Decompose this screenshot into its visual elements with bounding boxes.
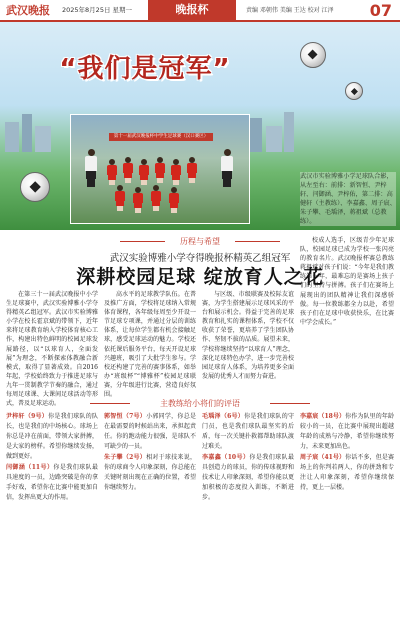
- article-column-4: [300, 236, 394, 394]
- comment-item: [6, 412, 98, 462]
- article-text: 高水平的足球教学队伍。在普及推广方面，学校将足球纳入常规体育课程，各年级每周至少开设一节足球专项课，并通过分层的训练体系，让每位学生都有机会接触足球，感受足球运动的魅力。学校还依托课后服务平台，每天开设足球兴趣班，吸引了大批学生参与。学校还构建了完善的赛事体系，如举办“班级杯”“博雅杯”校园足球联赛，分年级进行比赛，营造良好氛围。: [104, 291, 196, 399]
- comment-item: [300, 412, 394, 452]
- player-figure: [107, 159, 117, 185]
- football-icon: [300, 42, 326, 68]
- player-figure: [151, 185, 161, 211]
- comment-text: 你是我们球队最具创造力的球员，你的传球视野和技术让人印象深刻，希望你能以更加积极的态度投入训练，不断进步。: [202, 454, 294, 501]
- event-banner: 第十一届武汉晚报杯中学生足球赛（汉口赛区）: [109, 133, 213, 141]
- coach-figure: [221, 149, 233, 187]
- player-name: 朱子攀（2号）: [104, 454, 147, 461]
- rubric-rule-right: [270, 403, 310, 404]
- comment-item: [6, 463, 98, 503]
- player-name: 闫御涵（11号）: [6, 464, 54, 471]
- photo-caption: 武汉市实验博雅小学足球队合影，从左至右：前排：新智恒、尹梓轩、闫御涵、尹梓佑，第二排：高健轩（主教练）、李嘉鑫、周子宸、朱子攀、毛瑀泽，蒋祖斌（总教练）。: [300, 173, 396, 225]
- comment-text: 你是我们球队的守门员，也是我们球队最坚实的后盾，每一次关键扑救都帮助球队渡过难关。: [202, 413, 294, 450]
- article-headline: 深耕校园足球 绽放育人之花: [76, 266, 324, 288]
- comment-item: [300, 453, 394, 493]
- player-figure: [169, 187, 179, 213]
- comment-item: [202, 412, 294, 452]
- player-figure: [133, 187, 143, 213]
- rubric-history: 历程与希望: [180, 237, 220, 246]
- team-photo: [70, 114, 250, 224]
- editor-credits: 责编 邓朝伟 美编 王达 校对 江泽: [246, 7, 334, 14]
- newspaper-brand: 武汉晚报: [6, 4, 50, 17]
- hero-title: “我们是冠军”: [59, 54, 231, 84]
- article-column-3: [202, 290, 294, 394]
- player-figure: [139, 159, 149, 185]
- football-icon: [345, 82, 363, 100]
- article-column-1: [6, 290, 98, 408]
- article-subhead: 武汉实验博雅小学夺得晚报杯精英乙组冠军: [109, 253, 291, 264]
- comment-text: 你话不多，但是赛场上的你判若两人，你的拼劲和专注让人印象深刻，希望你继续保持，更上一层楼。: [300, 454, 394, 491]
- comment-item: [104, 453, 196, 493]
- football-icon: [20, 172, 50, 202]
- page-number: 07: [369, 1, 392, 20]
- player-name: 李嘉宸（18号）: [300, 413, 346, 420]
- comments-column-3: [202, 412, 294, 620]
- coach-figure: [85, 149, 97, 187]
- player-figure: [187, 157, 197, 183]
- article-text: 在第三十一届武汉晚报中小学生足球赛中，武汉实验博雅小学夺得精英乙组冠军。武汉市实验博雅小学在校长霍京斌的带领下，近年来将足球教育纳入学校体育核心工作，构建出特色鲜明的校园足球发展路径，以“以球育人，全面发展”为理念，不断探索体教融合新模式，取得了显著成效。自2016年起，学校始终致力于推进足球与九年一贯制教学节奏的融合，通过每周足球课、大课间足球活动等形式，普及足球运动。: [6, 291, 98, 408]
- masthead: [0, 0, 400, 20]
- comment-text: 小郭同学，你总是在最需要的时候站出来，承担起责任。你的跑动能力很强，是球队不可缺少的一员。: [104, 413, 196, 450]
- comment-item: [104, 412, 196, 452]
- comments-column-2: [104, 412, 196, 620]
- player-name: 郭智恒（7号）: [104, 413, 147, 420]
- comments-column-4: [300, 412, 394, 620]
- comment-text: 你是我们球队最具速度的一员，边路突破是你的拿手好戏，希望你在比赛中能更加自信，发挥出更大的作用。: [6, 464, 98, 501]
- section-title: 晚报杯: [148, 0, 236, 20]
- player-name: 李嘉鑫（10号）: [202, 454, 250, 461]
- player-name: 尹梓轩（9号）: [6, 413, 49, 420]
- comment-item: [202, 453, 294, 503]
- issue-date: 2025年8月25日 星期一: [62, 6, 133, 14]
- article-column-2: [104, 290, 196, 399]
- player-figure: [115, 185, 125, 211]
- player-figure: [155, 157, 165, 183]
- player-name: 毛瑀泽（6号）: [202, 413, 245, 420]
- comments-column-1: [6, 412, 98, 620]
- player-name: 周子宸（41号）: [300, 454, 346, 461]
- article-text: 与区级、市级联赛及校际友谊赛，为学生搭建展示足球风采的平台和展示机会。得益于完善的足球教育和扎实的课程体系，学校不仅收获了荣誉，更培养了学生团队协作、坚韧不拔的品质。展望未来，学校将继续坚持“以球育人”理念，深化足球特色办学，进一步完善校园足球育人体系，为培养更多全面发展的优秀人才而努力奋进。: [202, 291, 294, 380]
- comment-text: 你是我们球队的队长，也是我们的中场核心。球场上你总是冲在前面，带领大家拼搏，是大家的榜样。希望你继续发扬，做到更好。: [6, 413, 98, 460]
- rubric-coach-comments: 主教练给小将们的评语: [160, 399, 240, 408]
- player-figure: [171, 159, 181, 185]
- comment-text: 你作为队里的年龄较小的一员，在比赛中展现出超越年龄的成熟与冷静，希望你继续努力，未来更加出色。: [300, 413, 394, 450]
- player-figure: [123, 157, 133, 183]
- comment-text: 相对于球技来说，你的球商令人印象深刻，你总能在关键时刻出现在正确的位置，希望你继续努力。: [104, 454, 196, 491]
- hero-banner: [0, 22, 400, 230]
- article-text: 校成人选手，区级青少年足球队，校园足球已成为学校一张闪亮的教育名片。武汉晚报杯赛总教练蒋祖斌对孩子们说：“今年是我们教练第一年，最难忘的是赛场上孩子们的坚持与拼搏。孩子们在赛场上展现出的团队精神让我们深感骄傲。每一位教练都全力以赴，希望孩子们在足球中收获快乐，在比赛中学会成长。”: [300, 237, 394, 326]
- rubric-rule-right: [235, 241, 280, 242]
